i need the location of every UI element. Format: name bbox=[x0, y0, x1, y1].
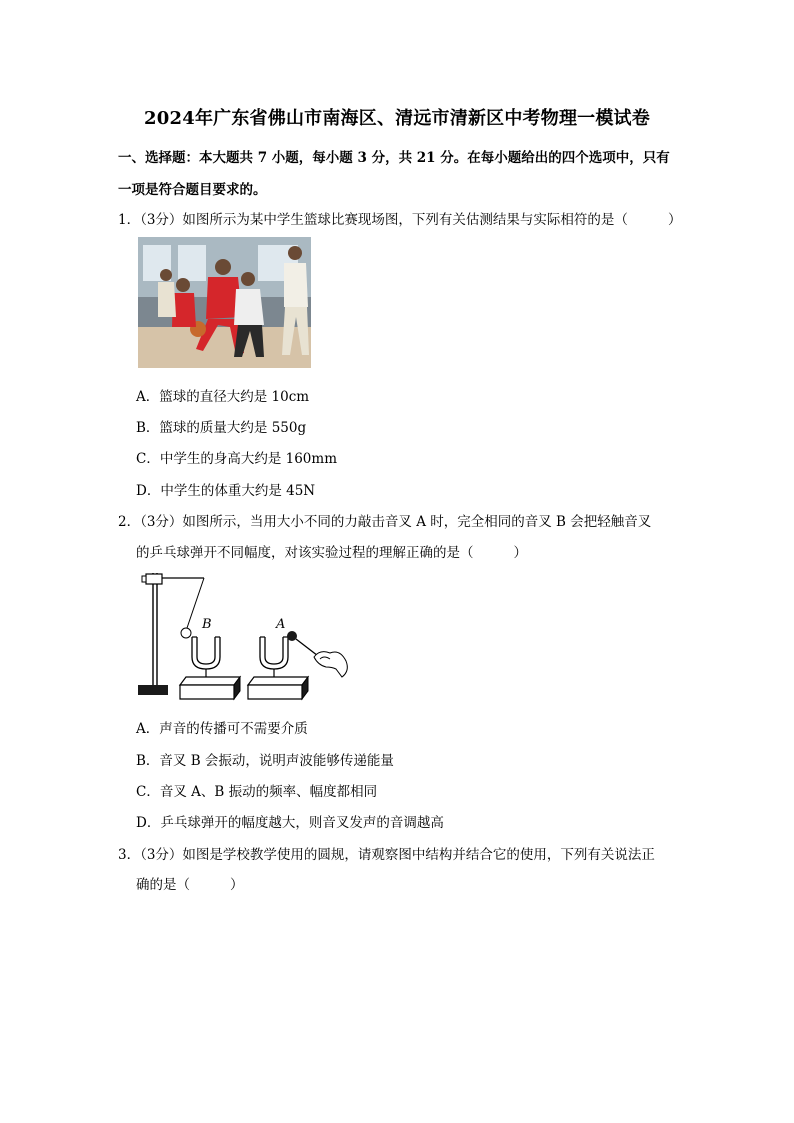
fork-b-label: B bbox=[202, 617, 212, 632]
question-2-stem-line2 bbox=[136, 541, 527, 561]
question-1-paren-close: ） bbox=[667, 212, 682, 228]
basketball-photo bbox=[138, 237, 311, 368]
tuning-fork-diagram bbox=[136, 565, 351, 705]
question-1-option-b: B．篮球的质量大约是 550g bbox=[136, 420, 307, 436]
question-1-stem bbox=[118, 208, 681, 228]
question-1-option-d: D．中学生的体重大约是 45N bbox=[136, 483, 316, 499]
section-heading-line1: 一、选择题：本大题共 7 小题，每小题 3 分，共 21 分。在每小题给出的四个选项中，只有 bbox=[118, 150, 670, 166]
fork-a-label: A bbox=[276, 617, 286, 632]
question-1-stem-text: 1．（3分）如图所示为某中学生篮球比赛现场图，下列有关估测结果与实际相符的是（ bbox=[118, 212, 628, 228]
question-2-option-c: C．音叉 A、B 振动的频率、幅度都相同 bbox=[136, 784, 378, 800]
page-title: 2024年广东省佛山市南海区、清远市清新区中考物理一模试卷 bbox=[144, 108, 650, 129]
question-2-option-a: A．声音的传播可不需要介质 bbox=[136, 721, 308, 737]
question-2-option-d: D．乒乓球弹开的幅度越大，则音叉发声的音调越高 bbox=[136, 815, 444, 831]
question-2-stem-line1: 2．（3分）如图所示，当用大小不同的力敲击音叉 A 时，完全相同的音叉 B 会把轻触音叉 bbox=[118, 514, 652, 530]
question-2-paren-close: ） bbox=[513, 545, 527, 561]
question-3-paren-close: ） bbox=[230, 877, 244, 893]
question-1-option-c: C．中学生的身高大约是 160mm bbox=[136, 451, 337, 467]
question-3-stem-line2 bbox=[136, 873, 244, 893]
question-2-option-b: B．音叉 B 会振动，说明声波能够传递能量 bbox=[136, 753, 394, 769]
section-heading-line2: 一项是符合题目要求的。 bbox=[118, 182, 267, 198]
question-1-option-a: A．篮球的直径大约是 10cm bbox=[136, 389, 310, 405]
question-3-stem-line2-text: 确的是（ bbox=[136, 877, 190, 893]
question-2-stem-line2-text: 的乒乓球弹开不同幅度，对该实验过程的理解正确的是（ bbox=[136, 545, 474, 561]
question-3-stem-line1: 3．（3分）如图是学校教学使用的圆规，请观察图中结构并结合它的使用，下列有关说法正 bbox=[118, 847, 655, 863]
